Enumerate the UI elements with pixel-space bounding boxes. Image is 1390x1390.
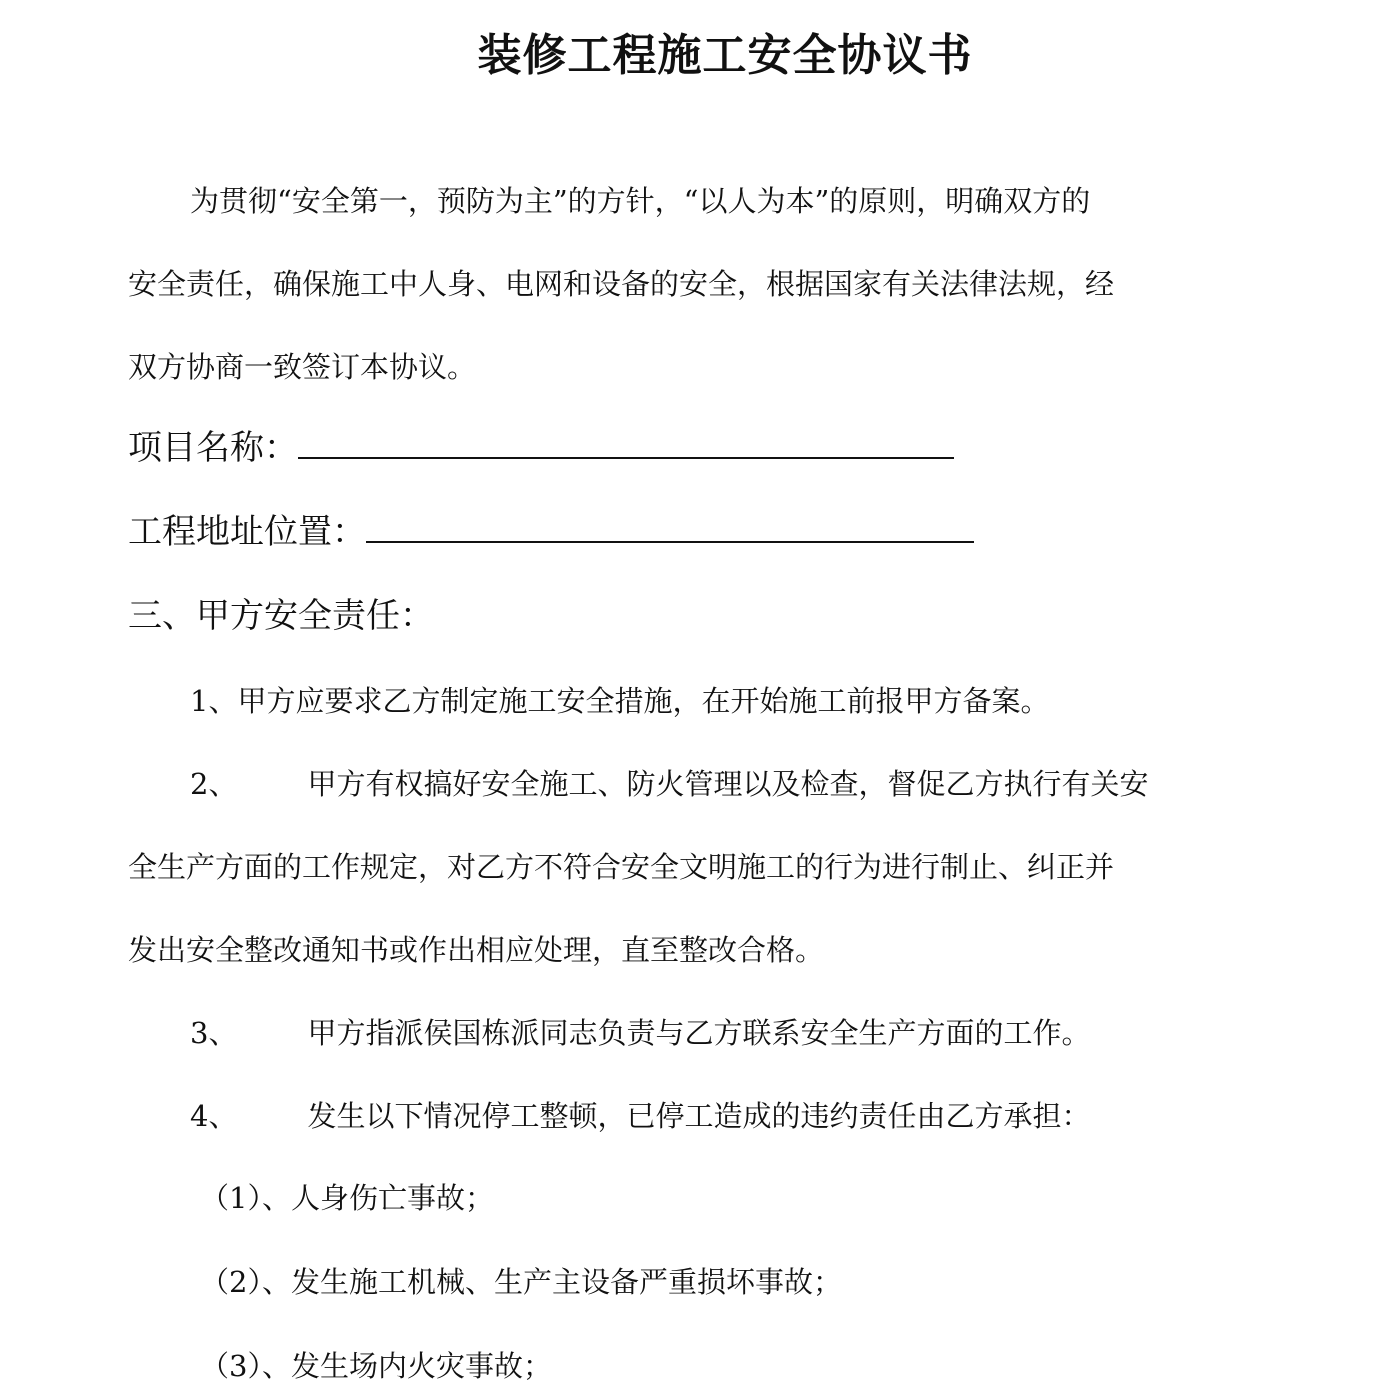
section-3-heading <box>128 596 434 637</box>
item-4-number: 4、 <box>190 1099 238 1133</box>
project-name-label: 项目名称： <box>128 428 298 468</box>
item-2-text-line-1: 甲方有权搞好安全施工、防火管理以及检查，督促乙方执行有关安 <box>307 767 1149 801</box>
intro-line-2: 安全责任，确保施工中人身、电网和设备的安全，根据国家有关法律法规，经 <box>128 267 1115 301</box>
item-2-number: 2、 <box>190 767 238 801</box>
sub-item-1: （1）、人身伤亡事故； <box>200 1181 494 1215</box>
item-3-text: 甲方指派侯国栋派同志负责与乙方联系安全生产方面的工作。 <box>307 1016 1091 1050</box>
item-3-number: 3、 <box>190 1016 238 1050</box>
intro-line-1: 为贯彻“安全第一，预防为主”的方针，“以人为本”的原则，明确双方的 <box>190 184 1091 218</box>
item-2-line-2: 全生产方面的工作规定，对乙方不符合安全文明施工的行为进行制止、纠正并 <box>128 850 1115 884</box>
project-name-row <box>128 428 954 469</box>
sub-item-3: （3）、发生场内火灾事故； <box>200 1349 552 1383</box>
item-4-text: 发生以下情况停工整顿，已停工造成的违约责任由乙方承担： <box>307 1099 1091 1133</box>
project-address-label: 工程地址位置： <box>128 512 366 552</box>
section-3-heading-text: 三、甲方安全责任： <box>128 596 434 636</box>
item-1: 1、甲方应要求乙方制定施工安全措施，在开始施工前报甲方备案。 <box>190 684 1050 718</box>
item-2-first-line <box>190 764 1148 804</box>
item-3 <box>190 1013 1090 1053</box>
item-4 <box>190 1096 1090 1136</box>
item-2-line-3: 发出安全整改通知书或作出相应处理，直至整改合格。 <box>128 933 825 967</box>
intro-line-3: 双方协商一致签订本协议。 <box>128 350 477 384</box>
project-address-field[interactable] <box>366 513 974 543</box>
project-name-field[interactable] <box>298 429 954 459</box>
project-address-row <box>128 512 974 553</box>
document-title: 装修工程施工安全协议书 <box>477 30 973 81</box>
sub-item-2: （2）、发生施工机械、生产主设备严重损坏事故； <box>200 1265 842 1299</box>
